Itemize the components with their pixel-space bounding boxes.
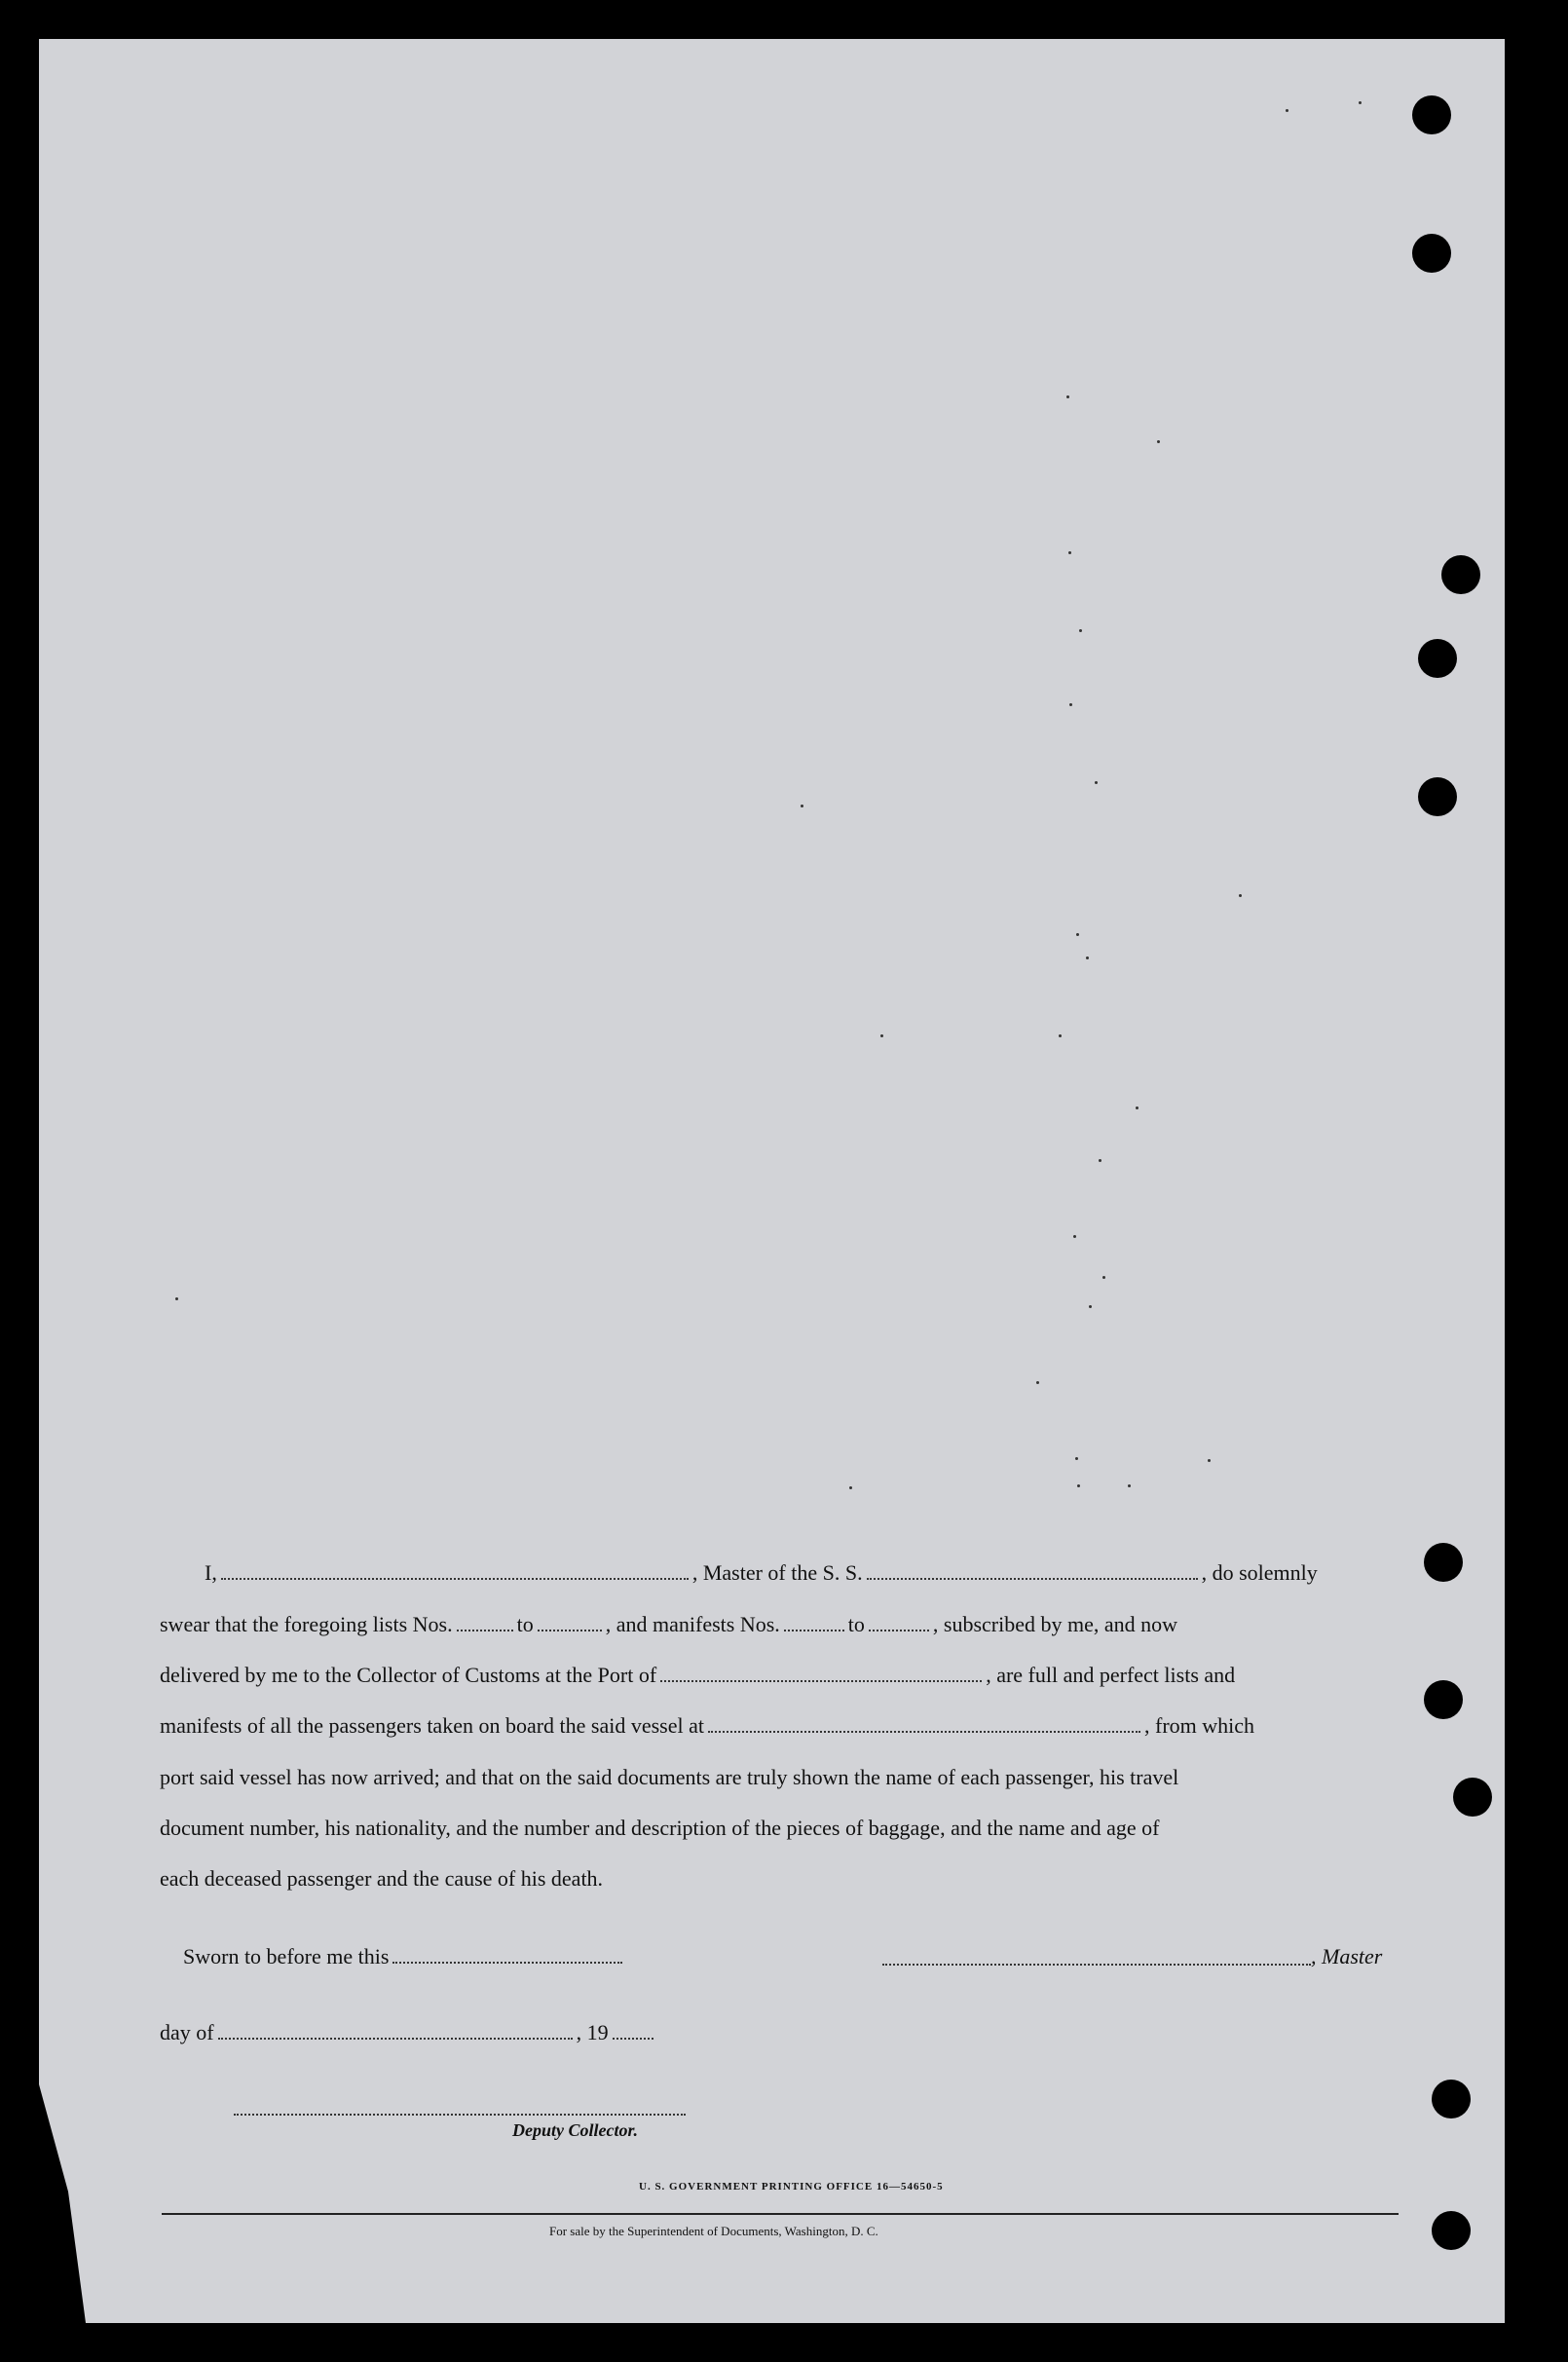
master-label: , Master [1311, 1944, 1383, 1968]
blank-manifest-from [784, 1624, 844, 1631]
text-master-of-ss: , Master of the S. S. [691, 1560, 863, 1585]
speck [1099, 1159, 1101, 1162]
deputy-collector-label: Deputy Collector. [512, 2120, 638, 2140]
text-to: to [516, 1612, 534, 1636]
speck [1128, 1484, 1131, 1487]
punch-hole [1418, 777, 1457, 816]
text-day-of: day of [160, 2020, 214, 2044]
text-lists-nos: swear that the foregoing lists Nos. [160, 1612, 453, 1636]
declaration-line-3 [160, 1665, 1235, 1686]
day-of-line [160, 2022, 657, 2043]
speck [1136, 1106, 1139, 1109]
text-sworn: Sworn to before me this [183, 1944, 390, 1968]
blank-sworn-day [392, 1956, 622, 1964]
sworn-line [183, 1946, 626, 1968]
speck [1077, 1484, 1080, 1487]
blank-year [613, 2032, 653, 2040]
punch-hole [1412, 95, 1451, 134]
blank-port [660, 1674, 982, 1682]
speck [849, 1486, 852, 1489]
declaration-line-2 [160, 1614, 1177, 1635]
text-full-perfect: , are full and perfect lists and [986, 1663, 1236, 1687]
text-to: to [847, 1612, 865, 1636]
blank-departure-port [708, 1725, 1140, 1733]
speck [1157, 440, 1160, 443]
speck [1102, 1276, 1105, 1279]
text-subscribed: , subscribed by me, and now [932, 1612, 1178, 1636]
blank-list-from [457, 1624, 513, 1631]
deputy-signature-line [234, 2112, 686, 2116]
declaration-line-1 [205, 1562, 1318, 1584]
punch-hole [1424, 1680, 1463, 1719]
punch-hole [1432, 2211, 1471, 2250]
speck [1208, 1459, 1211, 1462]
speck [1089, 1305, 1092, 1308]
speck [1066, 395, 1069, 398]
speck [1359, 101, 1362, 104]
declaration-line-4 [160, 1715, 1254, 1737]
speck [1068, 551, 1071, 554]
speck [1073, 1235, 1076, 1238]
text-from-which: , from which [1144, 1713, 1255, 1738]
text-vessel-at: manifests of all the passengers taken on board the said vessel at [160, 1713, 705, 1738]
punch-hole [1432, 2080, 1471, 2118]
punch-hole [1418, 639, 1457, 678]
speck [1036, 1381, 1039, 1384]
form-sheet [39, 39, 1505, 2323]
text-do-solemnly: , do solemnly [1201, 1560, 1318, 1585]
punch-hole [1441, 555, 1480, 594]
speck [1079, 629, 1082, 632]
blank-month [218, 2032, 573, 2040]
text-port-of: delivered by me to the Collector of Customs at the Port of [160, 1663, 657, 1687]
speck [175, 1297, 178, 1300]
text-manifests-nos: , and manifests Nos. [605, 1612, 780, 1636]
punch-hole [1453, 1778, 1492, 1817]
text-year: , 19 [576, 2020, 609, 2044]
master-signature-line [882, 1962, 1311, 1966]
declaration-line-6: document number, his nationality, and the number and description of the pieces of baggage, and the name and age of [160, 1816, 1160, 1840]
text-i: I, [205, 1560, 217, 1585]
speck [1069, 703, 1072, 706]
punch-hole [1424, 1543, 1463, 1582]
sale-notice: For sale by the Superintendent of Documents, Washington, D. C. [549, 2224, 878, 2238]
footer-rule [162, 2213, 1399, 2215]
speck [1059, 1034, 1062, 1037]
blank-vessel-name [867, 1572, 1198, 1580]
blank-list-to [538, 1624, 602, 1631]
speck [1075, 1457, 1078, 1460]
blank-manifest-to [869, 1624, 929, 1631]
speck [801, 805, 803, 807]
speck [1076, 933, 1079, 936]
blank-master-name [221, 1572, 689, 1580]
speck [880, 1034, 883, 1037]
declaration-line-5: port said vessel has now arrived; and that on the said documents are truly shown the name of each passenger, his travel [160, 1765, 1179, 1789]
declaration-line-7: each deceased passenger and the cause of his death. [160, 1866, 604, 1891]
speck [1239, 894, 1242, 897]
printing-office-imprint: U. S. GOVERNMENT PRINTING OFFICE 16—54650-5 [639, 2181, 944, 2193]
speck [1086, 956, 1089, 959]
speck [1286, 109, 1288, 112]
punch-hole [1412, 234, 1451, 273]
speck [1095, 781, 1098, 784]
